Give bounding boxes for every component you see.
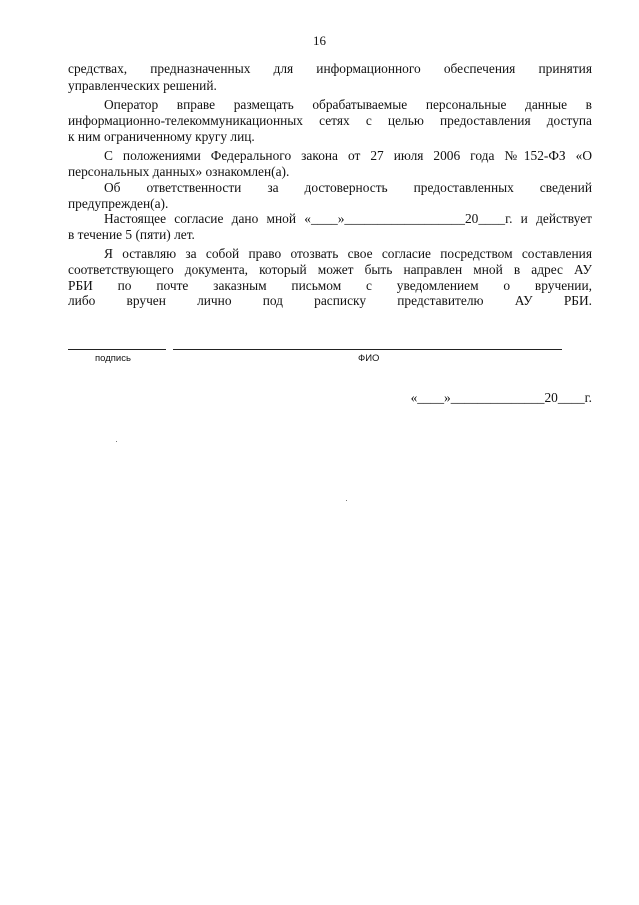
text-line: Оператор вправе размещать обрабатываемые персональные данные в bbox=[104, 97, 592, 112]
scan-speck bbox=[116, 441, 117, 442]
text-line: Я оставляю за собой право отозвать свое согласие посредством составления bbox=[104, 246, 592, 261]
text-line: либо вручен лично под расписку представителю АУ РБИ. bbox=[68, 293, 592, 308]
text-line: к ним ограниченному кругу лиц. bbox=[68, 129, 255, 144]
text-line: в течение 5 (пяти) лет. bbox=[68, 227, 195, 242]
signature-label: подпись bbox=[95, 353, 131, 364]
text-line: информационно-телекоммуникационных сетях с целью предоставления доступа bbox=[68, 113, 592, 128]
signature-field-line bbox=[68, 349, 166, 350]
scan-speck bbox=[346, 500, 347, 501]
name-label: ФИО bbox=[358, 353, 380, 364]
name-field-line bbox=[173, 349, 562, 350]
text-line: Об ответственности за достоверность предоставленных сведений bbox=[104, 180, 592, 195]
date-line: «____»______________20____г. bbox=[410, 390, 592, 405]
text-line: средствах, предназначенных для информационного обеспечения принятия bbox=[68, 61, 592, 76]
text-line: персональных данных» ознакомлен(а). bbox=[68, 164, 290, 179]
text-line: управленческих решений. bbox=[68, 78, 217, 93]
text-line: соответствующего документа, который может быть направлен мной в адрес АУ bbox=[68, 262, 592, 277]
page-number: 16 bbox=[313, 33, 326, 48]
text-line: РБИ по почте заказным письмом с уведомлением о вручении, bbox=[68, 278, 592, 293]
text-line: Настоящее согласие дано мной «____»__________________20____г. и действует bbox=[104, 211, 592, 226]
text-line: предупрежден(а). bbox=[68, 196, 169, 211]
text-line: С положениями Федерального закона от 27 июля 2006 года №152-ФЗ «О bbox=[104, 148, 592, 163]
